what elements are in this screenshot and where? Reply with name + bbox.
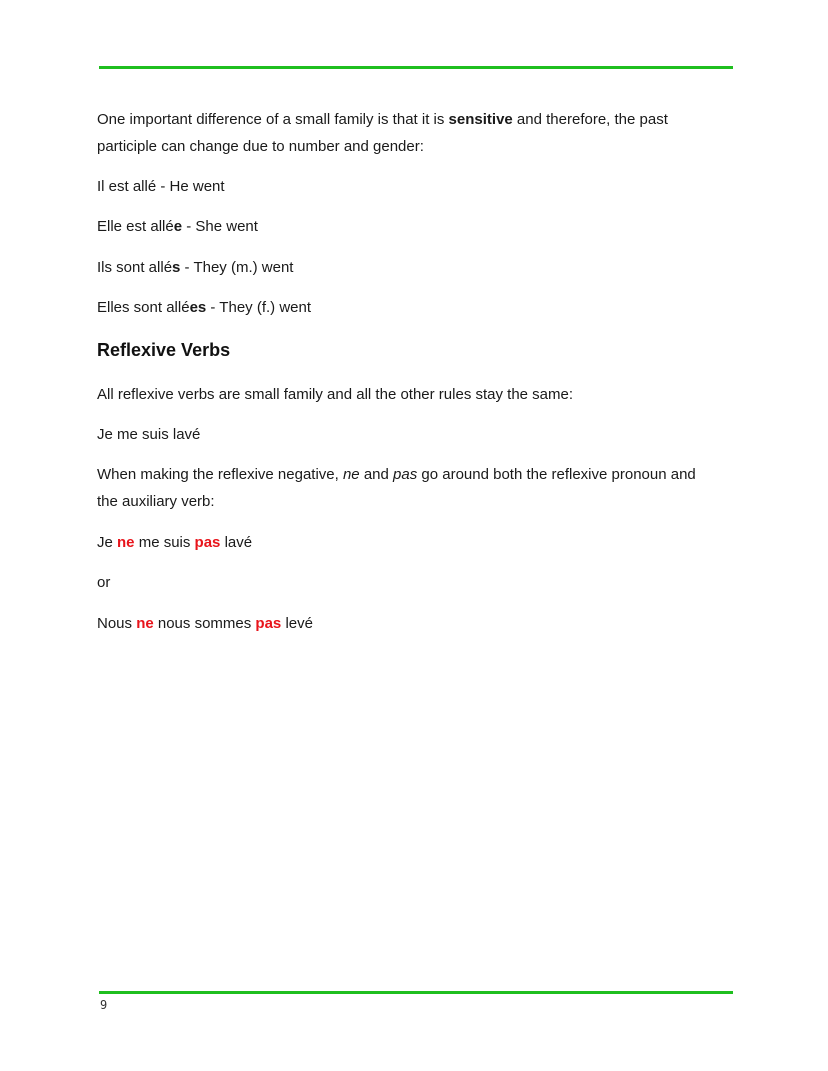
example-elle (97, 213, 258, 240)
highlight-pas: pas (194, 534, 221, 551)
section-heading: Reflexive Verbs (97, 340, 231, 360)
negative-example-2 (97, 610, 313, 637)
negative-example-1 (97, 529, 252, 556)
bold-text: sensitive (448, 111, 513, 128)
text: levé (281, 615, 313, 632)
text: nous sommes (153, 615, 256, 632)
negative-paragraph (97, 461, 696, 515)
example-il (97, 173, 225, 200)
text: participle can change due to number and gender: (97, 138, 424, 155)
reflexive-example (97, 421, 200, 448)
italic-text: ne (342, 466, 360, 483)
intro-paragraph (97, 106, 668, 160)
italic-text: pas (393, 466, 418, 483)
text: One important difference of a small family is that it is (97, 111, 449, 128)
text: Je (97, 534, 118, 551)
bold-ending: es (189, 299, 207, 316)
text: Nous (97, 615, 137, 632)
highlight-ne: ne (117, 534, 135, 551)
text: Je me suis lavé (97, 426, 201, 443)
text: Elles sont allé (97, 299, 190, 316)
example-ils (97, 254, 293, 281)
or-text (97, 569, 110, 596)
text: lavé (220, 534, 253, 551)
text: Il est allé - He went (97, 178, 225, 195)
reflexive-paragraph (97, 381, 573, 408)
text: All reflexive verbs are small family and all the other rules stay the same: (97, 386, 574, 403)
bold-ending: e (173, 218, 183, 235)
highlight-ne: ne (136, 615, 154, 632)
text: me suis (134, 534, 195, 551)
text: - They (m.) went (180, 259, 294, 276)
text: and therefore, the past (512, 111, 668, 128)
text: and (359, 466, 394, 483)
example-elles (97, 294, 311, 321)
footer-rule (99, 991, 733, 994)
text: Ils sont allé (97, 259, 173, 276)
header-rule (99, 66, 733, 69)
highlight-pas: pas (255, 615, 282, 632)
text: Elle est allé (97, 218, 174, 235)
page-number: 9 (100, 998, 108, 1012)
text: When making the reflexive negative, (97, 466, 343, 483)
text: go around both the reflexive pronoun and (417, 466, 696, 483)
text: - She went (182, 218, 258, 235)
text: or (97, 574, 111, 591)
text: - They (f.) went (206, 299, 312, 316)
text: the auxiliary verb: (97, 493, 215, 510)
bold-ending: s (172, 259, 181, 276)
